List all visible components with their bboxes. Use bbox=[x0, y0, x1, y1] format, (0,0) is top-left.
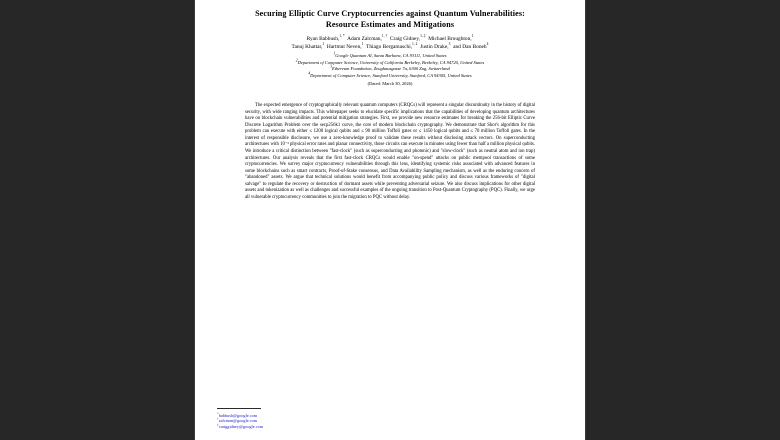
author-name: Tanuj Khattar,$^1$ bbox=[291, 42, 325, 50]
author-affiliation-mark: 1, ‡ bbox=[420, 34, 426, 39]
footnote-email-link[interactable]: craiggidney@google.com bbox=[218, 424, 264, 430]
author-list bbox=[217, 36, 563, 51]
author-name: Ryan Babbush,$^{1, *}$ bbox=[306, 34, 345, 43]
affiliation-list bbox=[217, 53, 563, 79]
author-name: Hartmut Neven,$^1$ bbox=[326, 42, 364, 50]
footnote-email-link[interactable]: babbush@google.com bbox=[218, 412, 258, 418]
affiliation-item bbox=[217, 66, 563, 73]
author-name: Michael Broughton,$^1$ bbox=[428, 34, 474, 43]
title-line-1: Securing Elliptic Curve Cryptocurrencies against Quantum Vulnerabilities: bbox=[255, 9, 525, 18]
author-affiliation-mark: 1, † bbox=[381, 34, 388, 39]
author-affiliation-mark: 1 bbox=[322, 42, 325, 47]
author-affiliation-mark: 1 bbox=[361, 42, 364, 47]
affiliation-mark: 2 bbox=[295, 58, 298, 63]
affiliation-text: Google Quantum AI, Santa Barbara, CA 93111, United States bbox=[335, 53, 447, 59]
author-affiliation-mark: 1 bbox=[471, 34, 474, 39]
author-name: and Dan Boneh$^4$ bbox=[453, 42, 489, 50]
date-line: (Dated: March 30, 2026) bbox=[367, 80, 413, 86]
affiliation-text: Department of Computer Science, Stanford University, Stanford, CA 94305, United States bbox=[310, 73, 472, 78]
author-affiliation-mark: 1, * bbox=[339, 34, 345, 39]
affiliation-item bbox=[217, 73, 563, 80]
affiliation-mark: 3 bbox=[330, 64, 333, 69]
author-name: Thiago Bergamaschi,$^{1, 2}$ bbox=[366, 42, 418, 50]
abstract-body: The expected emergence of cryptographically relevant quantum computers (CRQCs) will represent a singular discontinuity in the history of digital security, with wide ranging impacts. This whitepaper seeks to elucidate specific implications that the capabilities of developing quantum architectures have on blockchain vulnerabilities and potential mitigation strategies. First, we provide new resource estimates for breaking the 256-bit Elliptic Curve Discrete Logarithm Problem over the secp256k1 curve, the core of modern blockchain cryptography. We demonstrate that Shor's algorithm for this problem can execute with either ≤ 1200 logical qubits and ≤ 90 million Toffoli gates or ≤ 1450 logical qubits and ≤ 70 million Toffoli gates. In the interest of responsible disclosure, we use a zero-knowledge proof to validate these results without disclosing attack vectors. On superconducting architectures with 10⁻³ physical error rates and planar connectivity, those circuits can execute in minutes using fewer than half a million physical qubits. We introduce a critical distinction between "fast-clock" (such as superconducting and photonic) and "slow-clock" (such as neutral atom and ion trap) architectures. Our analysis reveals that the first fast-clock CRQCs would enable "on-spend" attacks on public mempool transactions of some cryptocurrencies. We survey major cryptocurrency vulnerabilities through this lens, identifying systemic risks associated with advanced features in some blockchains such as smart contracts, Proof-of-Stake consensus, and Data Availability Sampling mechanism, as well as the enduring concern of "abandoned" assets. We argue that technical solutions would benefit from accompanying public policy and discuss various frameworks of "digital salvage" to regulate the recovery or destruction of dormant assets while preventing adversarial seizure. We also discuss implications for other digital assets and tokenization as well as challenges and successful examples of the ongoing transition to Post-Quantum Cryptography (PQC). Finally, we urge all vulnerable cryptocurrency communities to join the migration to PQC without delay. bbox=[245, 103, 535, 200]
author-affiliation-mark: 4 bbox=[486, 42, 489, 47]
footnote-emails bbox=[217, 413, 377, 430]
author-line-2 bbox=[217, 44, 563, 51]
footnote-email-link[interactable]: zalcman@google.com bbox=[218, 418, 258, 424]
author-name: Adam Zalcman,$^{1, \dagger}$ bbox=[347, 34, 388, 43]
abstract-text bbox=[245, 103, 535, 201]
affiliation-text: Ethereum Foundation, Zeughausgasse 7a, 6300 Zug, Switzerland bbox=[332, 66, 450, 72]
author-name: Craig Gidney,$^{1, \ddagger}$ bbox=[389, 34, 426, 43]
title-line-2: Resource Estimates and Mitigations bbox=[325, 20, 455, 30]
footnote-mark: * bbox=[217, 411, 219, 416]
footnote-mark: ‡ bbox=[217, 422, 219, 427]
footnote-mark: † bbox=[217, 416, 219, 421]
affiliation-mark: 1 bbox=[333, 51, 336, 56]
footnote-rule bbox=[217, 408, 261, 409]
author-affiliation-mark: 3 bbox=[448, 42, 451, 47]
affiliation-text: Department of Computer Science, University of California Berkeley, Berkeley, CA 94720, United States bbox=[297, 59, 485, 65]
author-line-1 bbox=[217, 36, 563, 43]
footnote-block bbox=[217, 408, 377, 430]
page-title bbox=[223, 8, 557, 30]
affiliation-mark: 4 bbox=[308, 71, 311, 76]
author-name: Justin Drake,$^3$ bbox=[420, 42, 451, 50]
footnote-item bbox=[217, 424, 377, 430]
document-page bbox=[195, 0, 585, 440]
author-affiliation-mark: 1, 2 bbox=[412, 42, 418, 47]
